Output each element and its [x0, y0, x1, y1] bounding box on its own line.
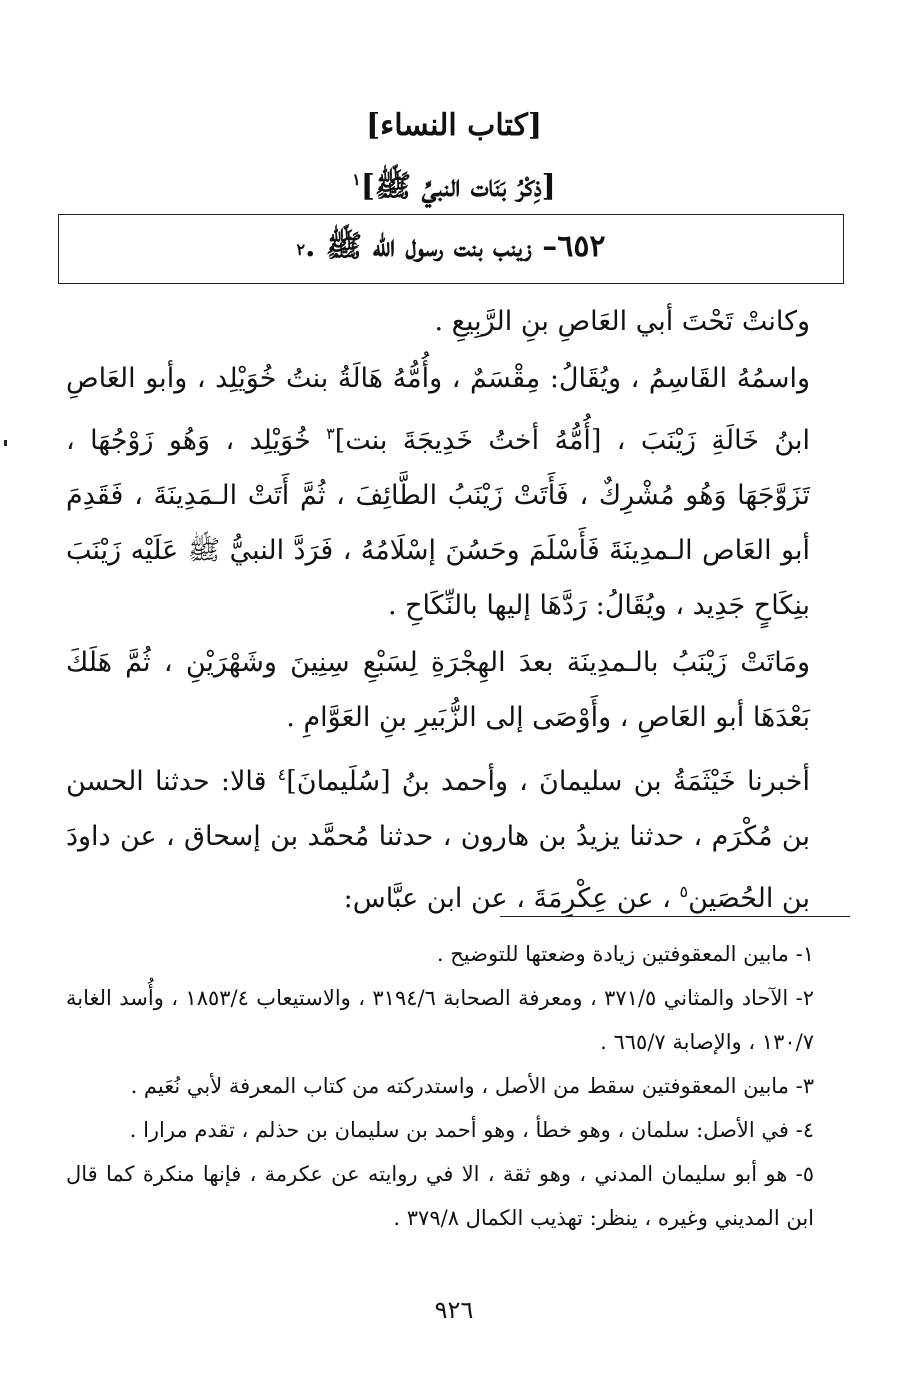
- footnote-4: ٤- في الأصل: سلمان ، وهو خطأ ، وهو أحمد بن سليمان بن حذلم ، تقدم مرارا .: [129, 1118, 814, 1142]
- paragraph-4-part-c: ، عن عِكْرِمَةَ ، عن ابن عبَّاس:: [343, 883, 680, 914]
- page-number: ٩٢٦: [434, 1296, 474, 1324]
- paragraph-2-part-b: خُوَيْلِد ، وَهُو زَوْجُهَا ، تَزَوَّجَهَا وَهُو مُشْرِكٌ ، فَأَتَتْ زَيْنَبُ الطَّائِفَ ، ثُمَّ أَتَتْ الـمَدِينَةَ ، فَقَدِمَ أبو العَاص الـمدِينَةَ فَأَسْلَمَ وحَسُنَ إسْلَامُهُ ، فَرَدَّ النبيُّ ﷺ عَلَيْه زَيْنَبَ بنِكَاحٍ جَدِيد ، ويُقَالُ: رَدَّهَا إليها بالنِّكَاحِ .: [66, 425, 810, 621]
- footnote-ref: ٢: [296, 239, 306, 259]
- footnote-ref: ٤: [277, 765, 287, 784]
- paragraph-1: وكانتْ تَحْتَ أبي العَاصِ بنِ الرَّبِيعِ .: [434, 306, 810, 337]
- paragraph-4-part-b: قالا: حدثنا الحسن بن مُكْرَم ، حدثنا يزيدُ بن هارون ، حدثنا مُحمَّد بن إسحاق ، عن داودَ بن الحُصَين: [66, 766, 810, 914]
- paragraph-4-part-a: أخبرنا خَيْثَمَةُ بن سليمانَ ، وأحمد بنُ [سُلَيمانَ]: [286, 766, 810, 797]
- footnote-2: ٢- الآحاد والمثاني ٣٧١/٥ ، ومعرفة الصحابة ٣١٩٤/٦ ، والاستيعاب ١٨٥٣/٤ ، وأُسد الغابة ١٣٠/٧ ، والإصابة ٦٦٥/٧ .: [66, 986, 815, 1054]
- footnotes: [66, 932, 814, 1240]
- paragraph-4: [66, 747, 810, 926]
- paragraph-2: [66, 351, 810, 633]
- footnote-1: ١- مابين المعقوفتين زيادة وضعتها للتوضيح .: [436, 942, 814, 966]
- footnote-ref: ٣: [326, 424, 335, 443]
- entry-heading-box: [58, 214, 844, 284]
- body-text: [66, 294, 810, 928]
- footnote-5: ٥- هو أبو سليمان المدني ، وهو ثقة ، الا في روايته عن عكرمة ، فإنها منكرة كما قال ابن المديني وغيره ، ينظر: تهذيب الكمال ٣٧٩/٨ .: [66, 1162, 814, 1230]
- entry-title: ٦٥٢– زينب بنت رسول الله ﷺ .: [305, 228, 606, 264]
- footnote-3: ٣- مابين المعقوفتين سقط من الأصل ، واستدركته من كتاب المعرفة لأبي نُعَيم .: [130, 1074, 814, 1098]
- paragraph-2-part-a: واسمُهُ القَاسِمُ ، ويُقَالُ: مِقْسَمٌ ، وأُمُّهُ هَالَةُ بنتُ خُوَيْلِد ، وأبو العَاصِ ابنُ خَالَةِ زَيْنَبَ ، [أُمُّهُ أختُ خَدِيجَةَ بنت]: [66, 363, 810, 456]
- book-title: [كتاب النساء]: [365, 108, 543, 143]
- footnote-ref: ٥: [679, 882, 689, 901]
- margin-mark: [4, 440, 7, 446]
- footnote-divider: [500, 916, 850, 917]
- section-title: [0, 168, 908, 211]
- footnote-ref: ١: [352, 170, 361, 189]
- paragraph-3: ومَاتَتْ زَيْنَبُ بالـمدِينَة بعدَ الهِجْرَةِ لِسَبْعِ سِنِينَ وشَهْرَيْنِ ، ثُمَّ هَلَكَ بَعْدَهَا أبو العَاصِ ، وأَوْصَى إلى الزُّبَيرِ بنِ العَوَّامِ .: [66, 647, 810, 733]
- section-title-text: [ذِكْرُ بَنَات النبيِّ ﷺ]: [360, 169, 556, 204]
